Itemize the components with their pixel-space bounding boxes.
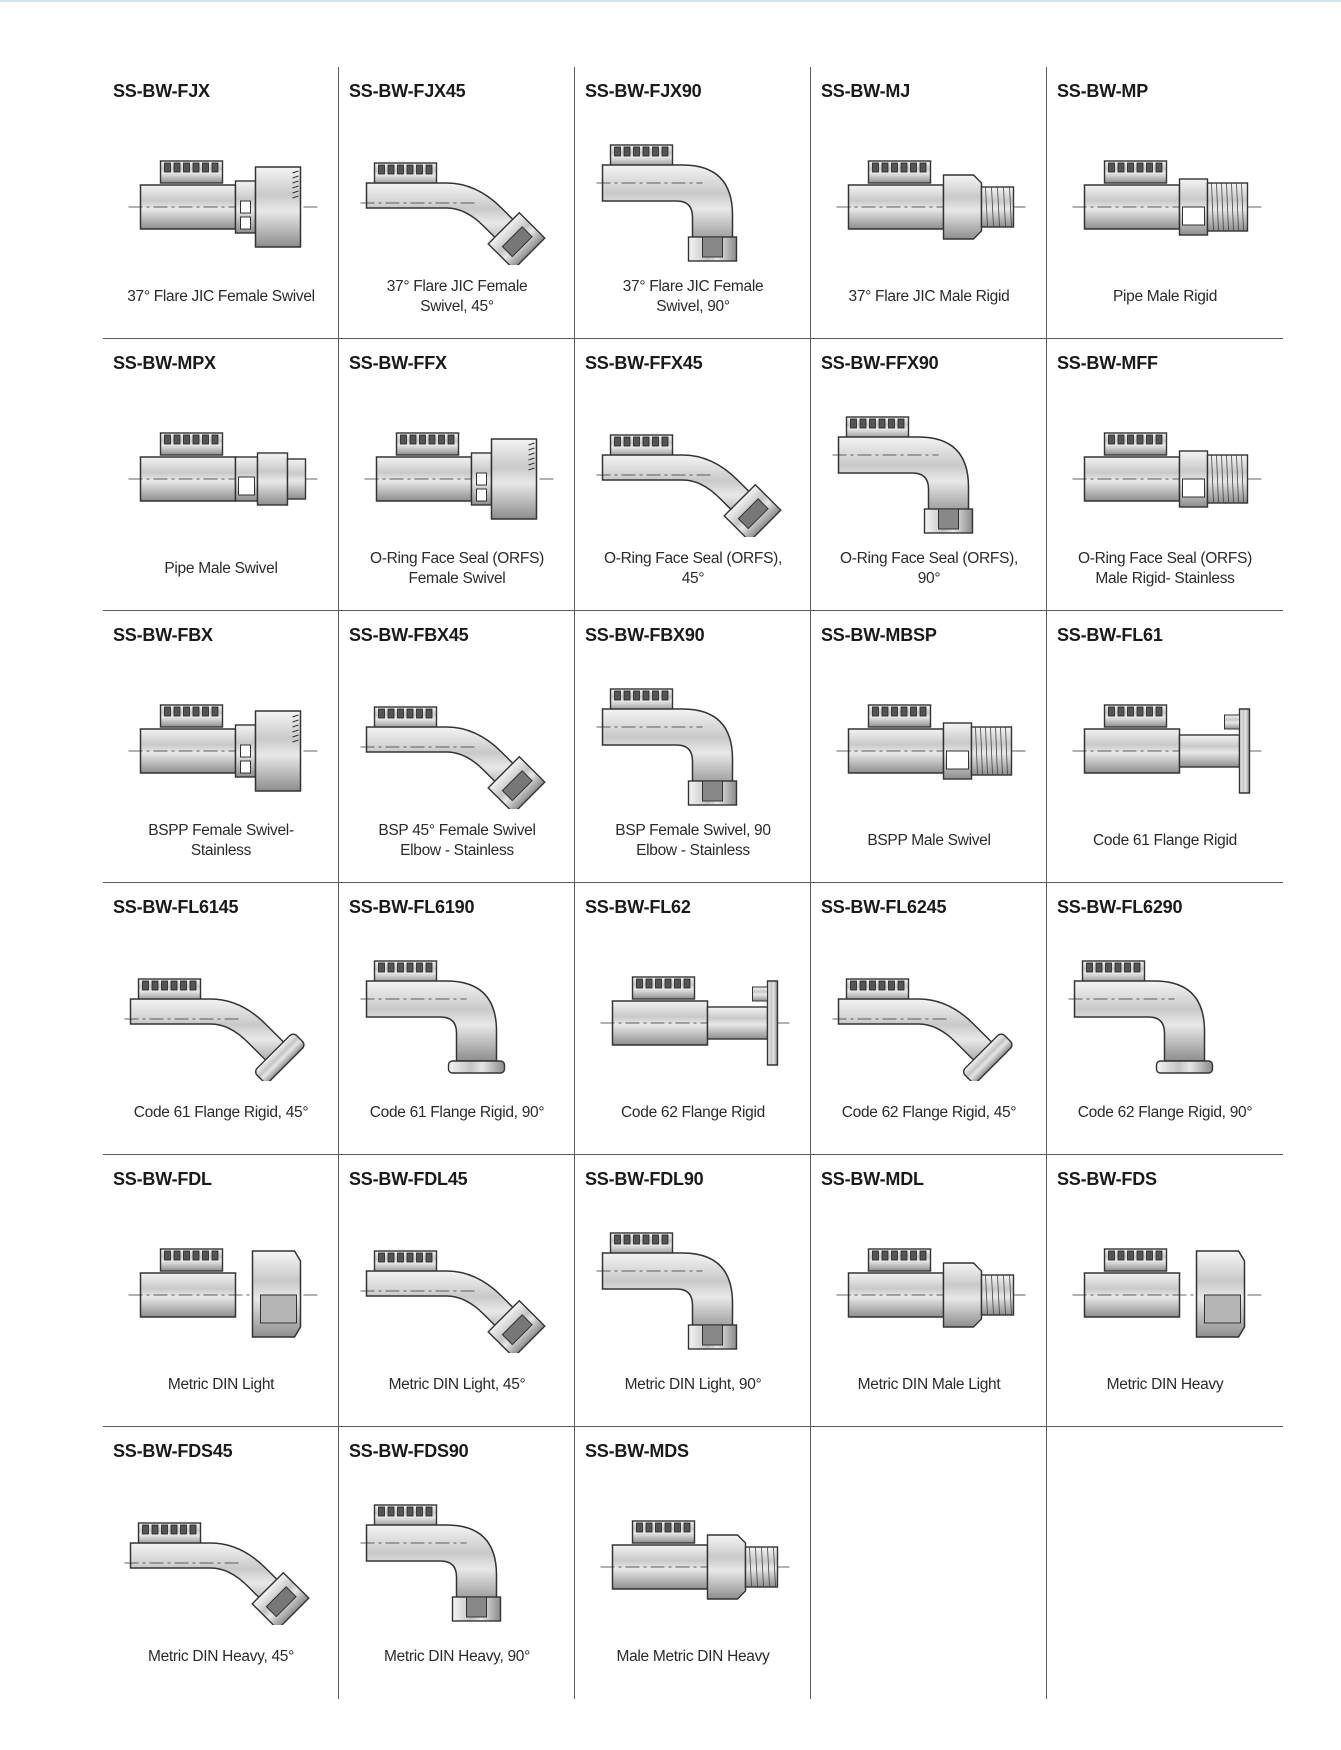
fitting-description-text: Metric DIN Heavy	[1106, 1376, 1224, 1393]
fitting-code: SS-BW-FFX	[349, 353, 447, 373]
fitting-description	[343, 1355, 571, 1415]
straight-male-swivel-icon	[103, 397, 338, 527]
fitting-code: SS-BW-FL61	[1057, 625, 1163, 645]
elbow-45-flange-icon	[811, 941, 1046, 1071]
fitting-code: SS-BW-FL6290	[1057, 897, 1183, 917]
fitting-card	[339, 1427, 575, 1699]
fitting-description-text: Pipe Male Swivel	[164, 560, 278, 577]
fitting-card	[339, 1155, 575, 1427]
fitting-card	[1047, 1155, 1283, 1427]
elbow-45-female-icon	[103, 1485, 338, 1615]
straight-male-rigid-icon	[811, 1213, 1046, 1343]
fitting-code: SS-BW-FDL	[113, 1169, 212, 1189]
fitting-description-text: 37° Flare JIC Female Swivel, 90°	[622, 278, 764, 315]
fitting-code: SS-BW-FJX	[113, 81, 210, 101]
fitting-description	[107, 1627, 335, 1687]
fitting-code: SS-BW-FBX45	[349, 625, 469, 645]
fitting-card	[103, 1155, 339, 1427]
fitting-description-text: Male Metric DIN Heavy	[616, 1648, 770, 1665]
fitting-description-text: O-Ring Face Seal (ORFS) Female Swivel	[370, 550, 544, 587]
fitting-description-text: Metric DIN Heavy, 90°	[383, 1648, 531, 1665]
elbow-45-female-icon	[339, 1213, 574, 1343]
straight-male-pipe-icon	[811, 669, 1046, 799]
elbow-45-female-icon	[339, 669, 574, 799]
fitting-description-text: O-Ring Face Seal (ORFS), 90°	[840, 550, 1018, 587]
fitting-description	[579, 1083, 807, 1143]
fitting-description	[1051, 539, 1279, 599]
fitting-description	[815, 539, 1043, 599]
fitting-code: SS-BW-MP	[1057, 81, 1149, 101]
fitting-description-text: BSPP Male Swivel	[867, 832, 991, 849]
fitting-code: SS-BW-MFF	[1057, 353, 1158, 373]
fitting-description	[343, 539, 571, 599]
fitting-description	[343, 267, 571, 327]
fitting-card	[339, 611, 575, 883]
fitting-card	[811, 611, 1047, 883]
fitting-code: SS-BW-FJX90	[585, 81, 702, 101]
fitting-card	[103, 339, 339, 611]
fitting-description	[343, 811, 571, 871]
fitting-code: SS-BW-FDL45	[349, 1169, 468, 1189]
fitting-description	[343, 1083, 571, 1143]
fitting-code: SS-BW-MDS	[585, 1441, 689, 1461]
fitting-card	[811, 67, 1047, 339]
fitting-description	[579, 267, 807, 327]
elbow-90-female-icon	[575, 1213, 810, 1343]
fitting-code: SS-BW-FJX45	[349, 81, 466, 101]
fitting-code: SS-BW-FDS45	[113, 1441, 233, 1461]
fitting-card	[103, 611, 339, 883]
fitting-code: SS-BW-FFX45	[585, 353, 703, 373]
fitting-description	[1051, 267, 1279, 327]
fitting-description-text: BSP 45° Female Swivel Elbow - Stainless	[378, 822, 536, 859]
fitting-code: SS-BW-FL62	[585, 897, 691, 917]
fitting-description-text: Metric DIN Light, 90°	[624, 1376, 762, 1393]
elbow-90-female-icon	[575, 125, 810, 255]
elbow-45-female-icon	[339, 125, 574, 255]
fitting-card	[103, 883, 339, 1155]
fitting-card	[575, 1155, 811, 1427]
elbow-45-flange-icon	[103, 941, 338, 1071]
fitting-description-text: Code 61 Flange Rigid, 90°	[369, 1104, 545, 1121]
fitting-card	[1047, 611, 1283, 883]
straight-flange-icon	[575, 941, 810, 1071]
fitting-description	[107, 267, 335, 327]
straight-male-rigid-icon	[811, 125, 1046, 255]
fitting-code: SS-BW-FDS	[1057, 1169, 1157, 1189]
fitting-description	[107, 1355, 335, 1415]
fitting-code: SS-BW-FDS90	[349, 1441, 469, 1461]
fitting-description	[343, 1627, 571, 1687]
fitting-code: SS-BW-FL6145	[113, 897, 239, 917]
elbow-90-female-icon	[811, 397, 1046, 527]
elbow-90-female-icon	[575, 669, 810, 799]
fitting-description-text: Pipe Male Rigid	[1112, 288, 1218, 305]
fitting-description-text: 37° Flare JIC Female Swivel	[127, 288, 315, 305]
fitting-description-text: 37° Flare JIC Male Rigid	[848, 288, 1010, 305]
fitting-description	[579, 539, 807, 599]
straight-male-pipe-icon	[1047, 125, 1282, 255]
fitting-description	[815, 811, 1043, 871]
fitting-description	[815, 1355, 1043, 1415]
fitting-card	[575, 67, 811, 339]
fitting-code: SS-BW-FL6190	[349, 897, 475, 917]
fitting-code: SS-BW-FBX90	[585, 625, 705, 645]
fitting-card	[811, 1155, 1047, 1427]
fitting-description-text: Code 62 Flange Rigid, 90°	[1077, 1104, 1253, 1121]
straight-female-swivel-icon	[103, 125, 338, 255]
fitting-catalog-grid	[103, 67, 1283, 1697]
fitting-description-text: BSPP Female Swivel- Stainless	[148, 822, 294, 859]
fitting-code: SS-BW-FFX90	[821, 353, 939, 373]
fitting-code: SS-BW-FL6245	[821, 897, 947, 917]
fitting-description	[579, 811, 807, 871]
fitting-card	[103, 67, 339, 339]
fitting-description-text: BSP Female Swivel, 90 Elbow - Stainless	[615, 822, 771, 859]
fitting-card	[339, 339, 575, 611]
fitting-code: SS-BW-FBX	[113, 625, 213, 645]
straight-female-swivel-icon	[339, 397, 574, 527]
straight-flange-icon	[1047, 669, 1282, 799]
fitting-description-text: Metric DIN Light	[167, 1376, 275, 1393]
fitting-description-text: Code 61 Flange Rigid	[1093, 832, 1237, 849]
fitting-description	[579, 1355, 807, 1415]
fitting-description	[1051, 1083, 1279, 1143]
fitting-card	[103, 1427, 339, 1699]
fitting-description-text: Metric DIN Light, 45°	[388, 1376, 526, 1393]
elbow-90-flange-icon	[1047, 941, 1282, 1071]
straight-female-nut-icon	[1047, 1213, 1282, 1343]
fitting-code: SS-BW-MDL	[821, 1169, 924, 1189]
fitting-description-text: Code 62 Flange Rigid	[621, 1104, 765, 1121]
fitting-description	[107, 1083, 335, 1143]
fitting-description	[107, 811, 335, 871]
fitting-description-text: O-Ring Face Seal (ORFS) Male Rigid- Stainless	[1078, 550, 1252, 587]
fitting-description	[1051, 1355, 1279, 1415]
fitting-description-text: Code 61 Flange Rigid, 45°	[133, 1104, 309, 1121]
fitting-description-text: Metric DIN Male Light	[857, 1376, 1001, 1393]
fitting-description-text: Code 62 Flange Rigid, 45°	[841, 1104, 1017, 1121]
top-rule	[0, 0, 1341, 2]
fitting-card	[811, 883, 1047, 1155]
fitting-card	[575, 1427, 811, 1699]
straight-male-rigid-icon	[575, 1485, 810, 1615]
fitting-card	[811, 339, 1047, 611]
fitting-card	[575, 611, 811, 883]
fitting-code: SS-BW-MJ	[821, 81, 911, 101]
fitting-code: SS-BW-FDL90	[585, 1169, 704, 1189]
fitting-card	[575, 883, 811, 1155]
fitting-description	[1051, 811, 1279, 871]
elbow-90-flange-icon	[339, 941, 574, 1071]
fitting-card	[1047, 67, 1283, 339]
straight-female-swivel-icon	[103, 669, 338, 799]
fitting-description-text: Metric DIN Heavy, 45°	[147, 1648, 295, 1665]
fitting-card	[1047, 339, 1283, 611]
fitting-card	[575, 339, 811, 611]
straight-male-pipe-icon	[1047, 397, 1282, 527]
fitting-description	[579, 1627, 807, 1687]
elbow-90-female-icon	[339, 1485, 574, 1615]
fitting-code: SS-BW-MBSP	[821, 625, 937, 645]
fitting-description	[815, 267, 1043, 327]
fitting-description	[107, 539, 335, 599]
fitting-card	[339, 67, 575, 339]
fitting-card	[1047, 883, 1283, 1155]
fitting-card	[339, 883, 575, 1155]
fitting-description	[815, 1083, 1043, 1143]
fitting-code: SS-BW-MPX	[113, 353, 216, 373]
elbow-45-female-icon	[575, 397, 810, 527]
straight-female-nut-icon	[103, 1213, 338, 1343]
fitting-description-text: O-Ring Face Seal (ORFS), 45°	[604, 550, 782, 587]
fitting-description-text: 37° Flare JIC Female Swivel, 45°	[386, 278, 528, 315]
